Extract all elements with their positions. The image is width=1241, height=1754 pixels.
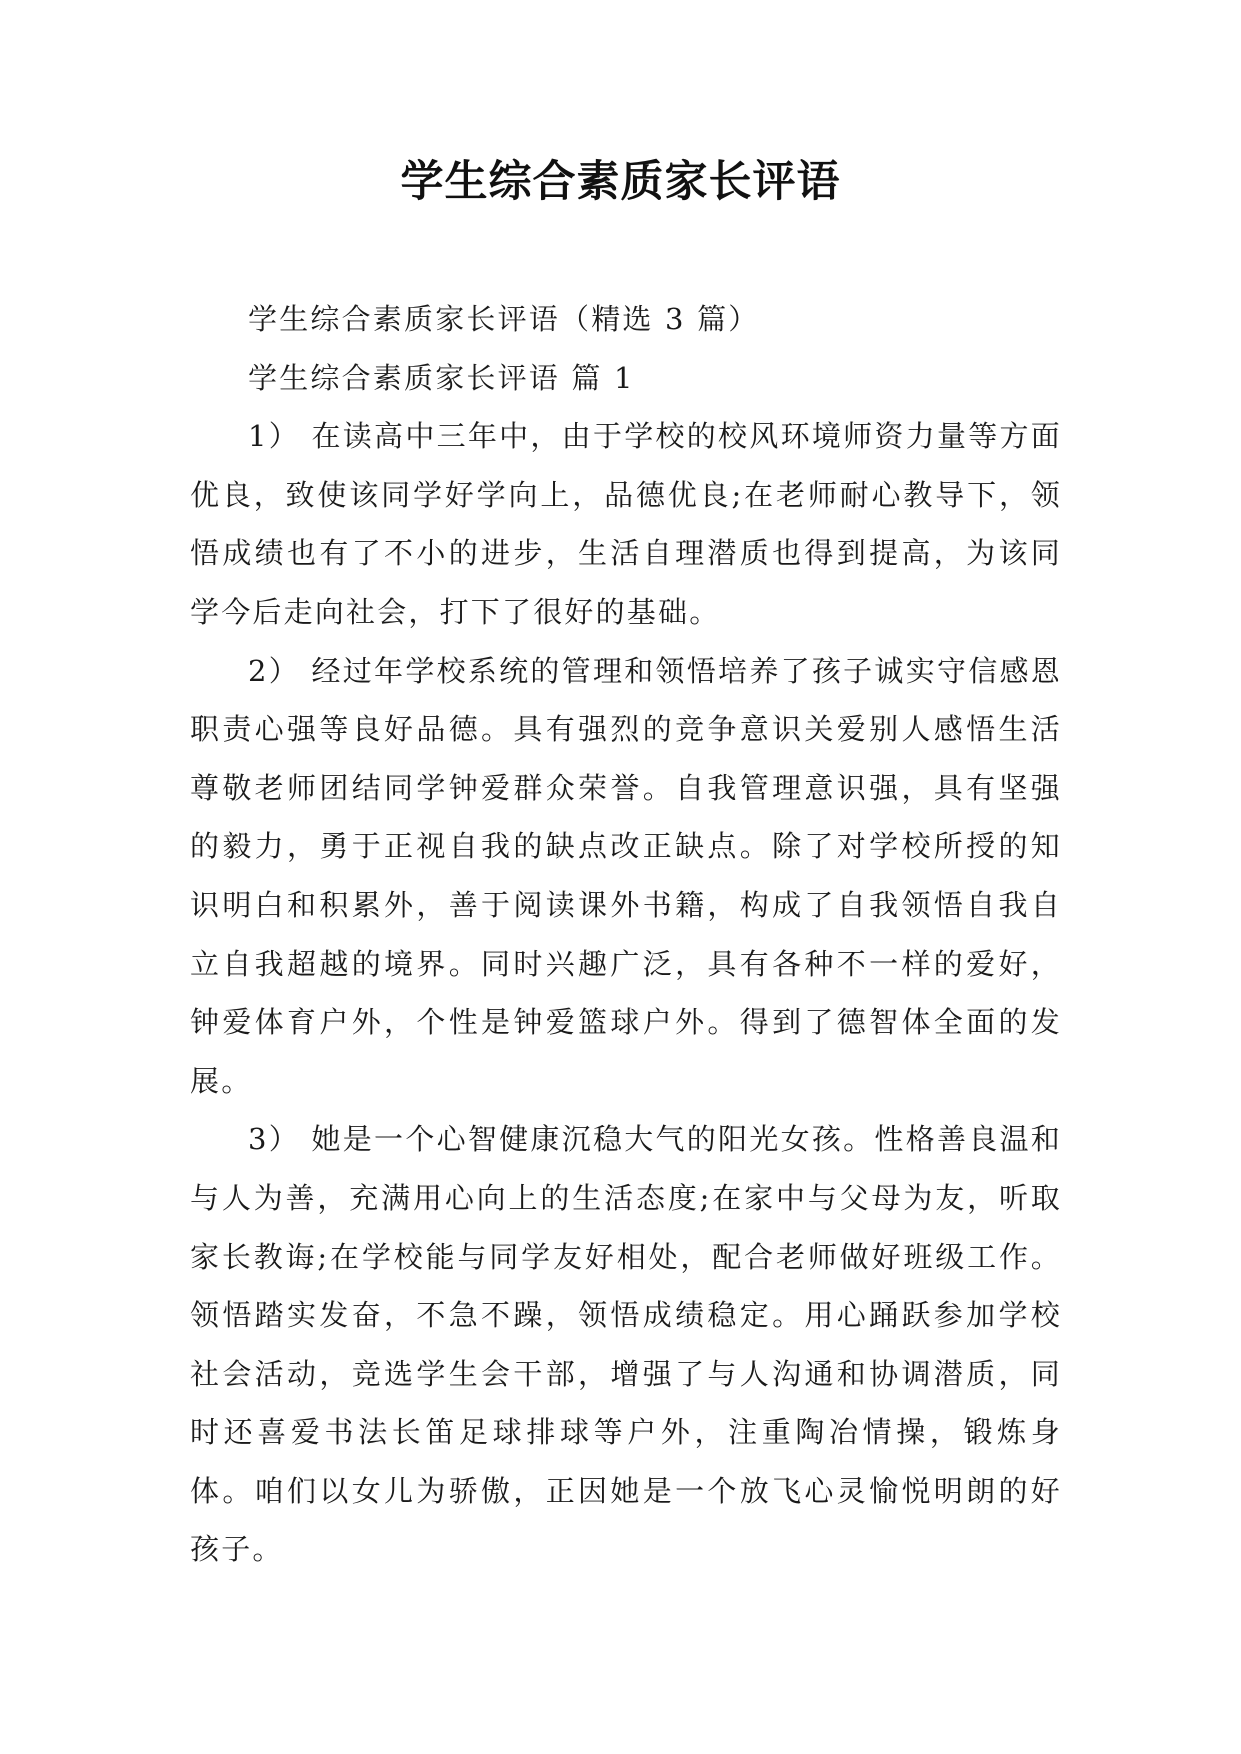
subtitle-paragraph: 学生综合素质家长评语（精选 3 篇） (248, 302, 760, 336)
document-body (190, 290, 1062, 1579)
comment-paragraph-1: 1） 在读高中三年中，由于学校的校风环境师资力量等方面优良，致使该同学好学向上，品德优良;在老师耐心教导下，领悟成绩也有了不小的进步，生活自理潜质也得到提高，为该同学今后走向社会，打下了很好的基础。 (190, 419, 1062, 629)
comment-paragraph-2: 2） 经过年学校系统的管理和领悟培养了孩子诚实守信感恩职责心强等良好品德。具有强烈的竞争意识关爱别人感悟生活尊敬老师团结同学钟爱群众荣誉。自我管理意识强，具有坚强的毅力，勇于正视自我的缺点改正缺点。除了对学校所授的知识明白和积累外，善于阅读课外书籍，构成了自我领悟自我自立自我超越的境界。同时兴趣广泛，具有各种不一样的爱好，钟爱体育户外，个性是钟爱篮球户外。得到了德智体全面的发展。 (190, 653, 1062, 1098)
comment-paragraph-3: 3） 她是一个心智健康沉稳大气的阳光女孩。性格善良温和与人为善，充满用心向上的生活态度;在家中与父母为友，听取家长教诲;在学校能与同学友好相处，配合老师做好班级工作。领悟踏实发奋，不急不躁，领悟成绩稳定。用心踊跃参加学校社会活动，竞选学生会干部，增强了与人沟通和协调潜质，同时还喜爱书法长笛足球排球等户外，注重陶冶情操，锻炼身体。咱们以女儿为骄傲，正因她是一个放飞心灵愉悦明朗的好孩子。 (190, 1122, 1062, 1567)
document-title: 学生综合素质家长评语 (400, 157, 841, 207)
section-heading: 学生综合素质家长评语 篇 1 (248, 360, 635, 395)
